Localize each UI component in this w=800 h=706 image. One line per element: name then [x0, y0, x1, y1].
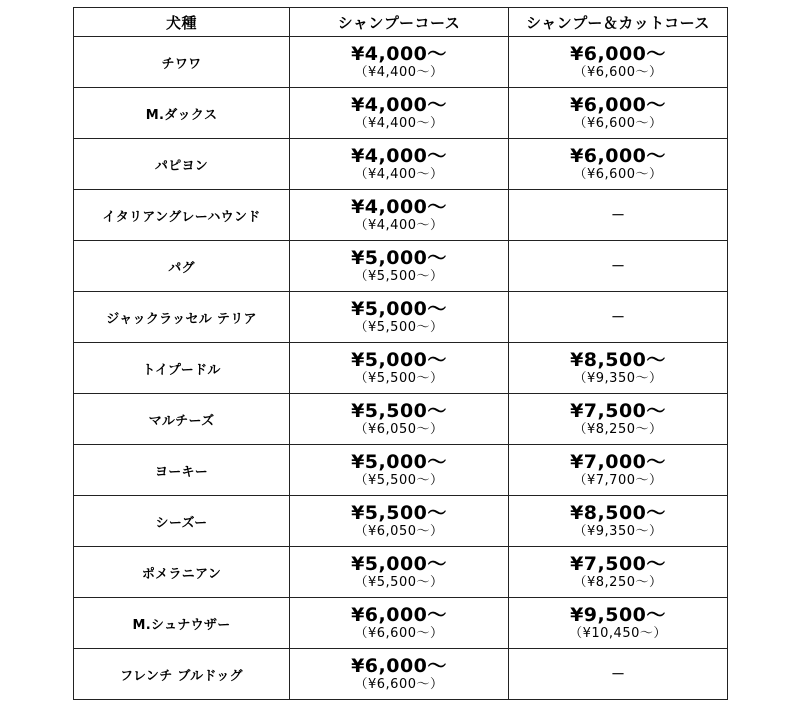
- price-tax-included: （¥8,250〜）: [573, 575, 663, 590]
- shampoo-cut-course-cell: [509, 445, 728, 496]
- price-tax-included: （¥4,400〜）: [354, 116, 444, 131]
- price-tax-included: （¥5,500〜）: [354, 575, 444, 590]
- price: ¥4,000〜: [351, 43, 447, 65]
- table-row: [74, 241, 728, 292]
- price: ¥5,500〜: [351, 400, 447, 422]
- breed-name: シーズー: [155, 515, 208, 531]
- shampoo-cut-course-cell: [509, 190, 728, 241]
- price-tax-included: （¥5,500〜）: [354, 473, 444, 488]
- shampoo-course-cell: [290, 394, 509, 445]
- header-shampoo-course: シャンプーコース: [290, 8, 509, 37]
- breed-name: フレンチ ブルドッグ: [120, 668, 243, 684]
- breed-cell: [74, 598, 290, 649]
- price: ¥5,000〜: [351, 298, 447, 320]
- price: ¥7,500〜: [570, 553, 666, 575]
- shampoo-course-cell: [290, 598, 509, 649]
- shampoo-course-cell: [290, 37, 509, 88]
- shampoo-cut-course-cell: [509, 343, 728, 394]
- breed-cell: [74, 649, 290, 700]
- table-row: [74, 445, 728, 496]
- shampoo-cut-course-cell: [509, 88, 728, 139]
- breed-name: マルチーズ: [148, 413, 215, 429]
- breed-name: ヨーキー: [154, 464, 209, 480]
- price-tax-included: （¥9,350〜）: [573, 371, 663, 386]
- price-tax-included: （¥7,700〜）: [573, 473, 663, 488]
- shampoo-course-cell: [290, 139, 509, 190]
- shampoo-cut-course-cell: [509, 598, 728, 649]
- table-row: [74, 649, 728, 700]
- price: ¥5,000〜: [351, 349, 447, 371]
- shampoo-course-cell: [290, 88, 509, 139]
- price-tax-included: （¥6,600〜）: [573, 116, 663, 131]
- header-breed: 犬種: [74, 8, 290, 37]
- shampoo-cut-course-cell: [509, 292, 728, 343]
- breed-cell: [74, 547, 290, 598]
- shampoo-cut-course-cell: [509, 394, 728, 445]
- shampoo-cut-course-cell: [509, 139, 728, 190]
- table-row: [74, 496, 728, 547]
- price-tax-included: （¥6,050〜）: [354, 524, 444, 539]
- table-row: [74, 292, 728, 343]
- shampoo-course-cell: [290, 445, 509, 496]
- table-row: [74, 139, 728, 190]
- price: ¥6,000〜: [351, 604, 447, 626]
- price-tax-included: （¥6,050〜）: [354, 422, 444, 437]
- not-available-dash: －: [611, 208, 625, 224]
- table-row: [74, 343, 728, 394]
- shampoo-cut-course-cell: [509, 649, 728, 700]
- shampoo-course-cell: [290, 649, 509, 700]
- shampoo-cut-course-cell: [509, 37, 728, 88]
- price-tax-included: （¥6,600〜）: [573, 65, 663, 80]
- table-row: [74, 547, 728, 598]
- price: ¥8,500〜: [570, 349, 666, 371]
- price-tax-included: （¥6,600〜）: [573, 167, 663, 182]
- breed-name: パピヨン: [154, 158, 209, 174]
- breed-cell: [74, 343, 290, 394]
- price-tax-included: （¥6,600〜）: [354, 626, 444, 641]
- price: ¥9,500〜: [570, 604, 666, 626]
- table-header: [74, 8, 728, 37]
- price: ¥4,000〜: [351, 145, 447, 167]
- price: ¥7,500〜: [570, 400, 666, 422]
- not-available-dash: －: [611, 310, 625, 326]
- price-tax-included: （¥9,350〜）: [573, 524, 663, 539]
- price-tax-included: （¥5,500〜）: [354, 269, 444, 284]
- table-row: [74, 598, 728, 649]
- breed-cell: [74, 88, 290, 139]
- price: ¥4,000〜: [351, 94, 447, 116]
- price-tax-included: （¥4,400〜）: [354, 167, 444, 182]
- shampoo-course-cell: [290, 190, 509, 241]
- breed-cell: [74, 292, 290, 343]
- breed-cell: [74, 394, 290, 445]
- price: ¥6,000〜: [570, 145, 666, 167]
- price-tax-included: （¥10,450〜）: [569, 626, 667, 641]
- shampoo-course-cell: [290, 343, 509, 394]
- shampoo-course-cell: [290, 241, 509, 292]
- breed-name: トイプードル: [142, 362, 221, 378]
- not-available-dash: －: [611, 259, 625, 275]
- shampoo-course-cell: [290, 496, 509, 547]
- breed-name: M.ダックス: [145, 107, 218, 123]
- price-tax-included: （¥8,250〜）: [573, 422, 663, 437]
- breed-name: ポメラニアン: [141, 566, 222, 582]
- breed-cell: [74, 37, 290, 88]
- shampoo-course-cell: [290, 547, 509, 598]
- table-row: [74, 88, 728, 139]
- breed-name: イタリアングレーハウンド: [102, 209, 261, 225]
- breed-name: パグ: [168, 260, 195, 276]
- shampoo-cut-course-cell: [509, 241, 728, 292]
- price-tax-included: （¥5,500〜）: [354, 371, 444, 386]
- breed-name: チワワ: [161, 56, 202, 72]
- price: ¥4,000〜: [351, 196, 447, 218]
- shampoo-cut-course-cell: [509, 547, 728, 598]
- breed-cell: [74, 445, 290, 496]
- price: ¥5,500〜: [351, 502, 447, 524]
- table-row: [74, 190, 728, 241]
- breed-cell: [74, 190, 290, 241]
- price-table: [73, 7, 728, 700]
- price-tax-included: （¥5,500〜）: [354, 320, 444, 335]
- breed-cell: [74, 241, 290, 292]
- breed-name: ジャックラッセル テリア: [106, 311, 257, 327]
- price: ¥7,000〜: [570, 451, 666, 473]
- price: ¥8,500〜: [570, 502, 666, 524]
- price: ¥5,000〜: [351, 451, 447, 473]
- header-shampoo-cut-course: シャンプー＆カットコース: [509, 8, 728, 37]
- price: ¥6,000〜: [570, 94, 666, 116]
- not-available-dash: －: [611, 667, 625, 683]
- price-tax-included: （¥4,400〜）: [354, 218, 444, 233]
- price: ¥5,000〜: [351, 553, 447, 575]
- price-tax-included: （¥6,600〜）: [354, 677, 444, 692]
- header-row: [74, 8, 728, 37]
- price: ¥6,000〜: [570, 43, 666, 65]
- table-body: [74, 37, 728, 700]
- breed-cell: [74, 496, 290, 547]
- table-row: [74, 394, 728, 445]
- breed-name: M.シュナウザー: [132, 617, 231, 633]
- table-row: [74, 37, 728, 88]
- price-tax-included: （¥4,400〜）: [354, 65, 444, 80]
- price: ¥6,000〜: [351, 655, 447, 677]
- price: ¥5,000〜: [351, 247, 447, 269]
- shampoo-cut-course-cell: [509, 496, 728, 547]
- shampoo-course-cell: [290, 292, 509, 343]
- breed-cell: [74, 139, 290, 190]
